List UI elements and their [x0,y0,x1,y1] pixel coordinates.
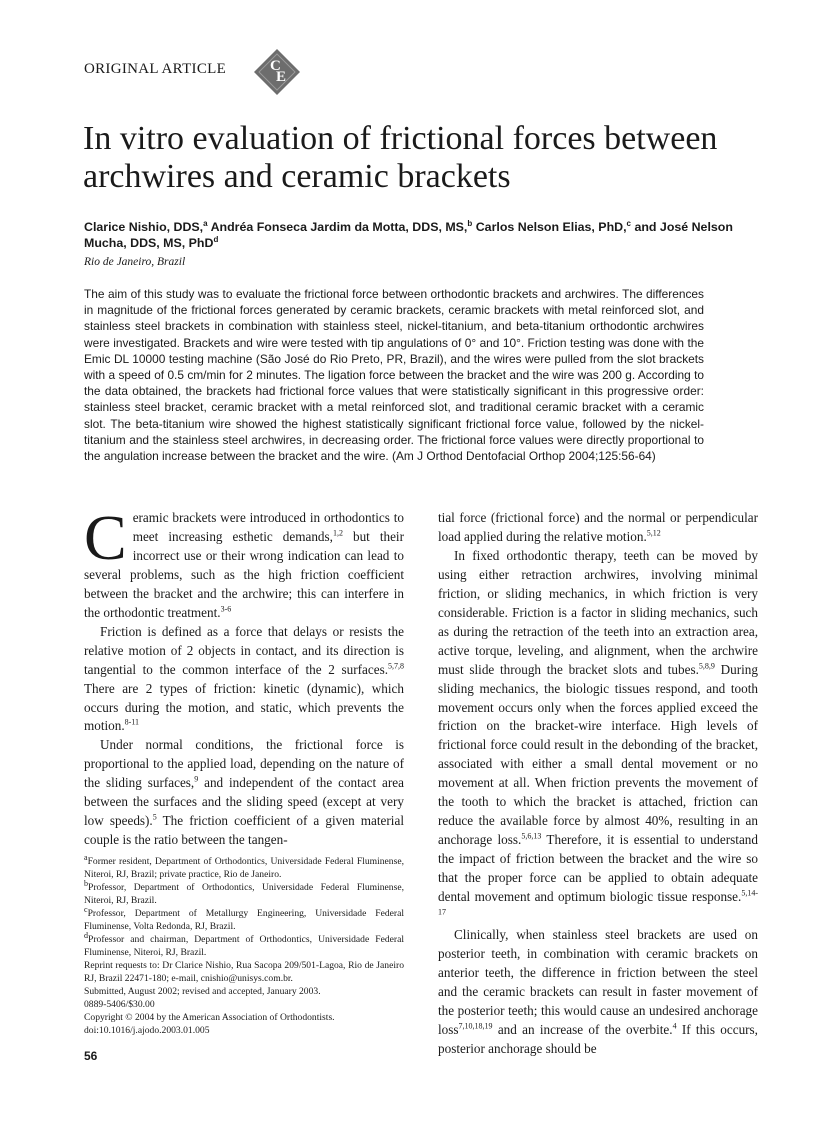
body-paragraph [438,926,758,1059]
author-affiliation-marker: d [213,234,219,244]
body-text: Under normal conditions, the frictional force is proportional to the applied load, depending on the nature of the sliding surfaces, [84,737,404,791]
body-paragraph [438,547,758,926]
body-text: Clinically, when stainless steel brackets are used on posterior teeth, in combination with ceramic brackets on anterior teeth, the difference in friction between the steel and the ceramic brackets can result in faster movement of the posterior teeth; this would cause an undesired anchorage loss [438,926,758,1037]
footnote [84,1011,404,1024]
reference-citation: 3-6 [220,604,232,614]
reference-citation: 9 [194,774,199,784]
reference-citation: 5 [152,812,157,822]
reference-citation: 5,7,8 [388,661,404,671]
footnote-text: doi:10.1016/j.ajodo.2003.01.005 [84,1025,210,1036]
reference-citation: 5,12 [646,528,661,538]
body-text: but their incorrect use or their wrong indication can lead to several problems, such as the high friction coefficient between the bracket and the archwire; this can interfere in the orthodontic treatment. [84,528,404,620]
footnote-text: Former resident, Department of Orthodontics, Universidade Federal Fluminense, Niteroi, RJ, Brazil; private practice, Rio de Janeiro. [84,856,404,880]
body-text: During sliding mechanics, the biologic tissues respond, and tooth movement occurs only when the forces applied exceed the friction on the bracket-wire interface. High levels of frictional force could result in the debonding of the bracket, associated with either a small dental movement or no movement at all. When friction prevents the movement of the tooth to which the bracket is attached, friction can reduce the available force by almost 40%, resulting in an anchorage loss. [438,661,758,848]
footnote [84,998,404,1011]
body-text: eramic brackets were introduced in orthodontics to meet increasing esthetic demands, [132,510,404,544]
body-text: and an increase of the overbite. [492,1021,673,1037]
footnote-text: 0889-5406/$30.00 [84,999,155,1010]
body-paragraph [84,736,404,850]
body-text: tial force (frictional force) and the normal or perpendicular load applied during the relative motion. [438,510,758,544]
footnote [84,959,404,985]
author-name: Carlos Nelson Elias, PhD, [475,220,627,234]
body-text: The friction coefficient of a given material couple is the ratio between the tangen- [84,813,404,848]
footnote-marker: a [84,852,88,862]
footnote-text: Professor and chairman, Department of Orthodontics, Universidade Federal Fluminense, Niteroi, RJ, Brazil. [84,934,404,958]
reference-citation: 5,8,9 [698,661,715,671]
section-label: ORIGINAL ARTICLE [84,61,227,77]
author-list [84,219,754,251]
body-text: Friction is defined as a force that delays or resists the relative motion of 2 objects in contact, and its direction is tangential to the common interface of the 2 surfaces. [84,623,404,677]
ce-logo [253,48,301,96]
footnote [84,904,404,933]
page-number: 56 [84,1049,98,1063]
author-affiliation-marker: b [467,218,473,228]
author-name: José Nelson Mucha, DDS, MS, PhD [84,220,733,250]
svg-text:E: E [276,69,287,85]
footnote-text: Reprint requests to: Dr Clarice Nishio, Rua Sacopa 209/501-Lagoa, Rio de Janeiro RJ, Brazil 22471-180; e-mail, cnishio@unisys.com.br. [84,960,404,984]
reference-citation: 7,10,18,19 [458,1021,493,1031]
body-paragraph [84,623,404,737]
drop-cap: C [84,502,127,573]
article-title: In vitro evaluation of frictional forces between archwires and ceramic brackets [83,120,718,195]
author-name: Clarice Nishio, DDS, [84,220,204,234]
footnote-marker: c [84,904,88,914]
reference-citation: 1,2 [332,528,343,538]
body-paragraph [84,502,404,623]
author-name: Andréa Fonseca Jardim da Motta, DDS, MS, [210,220,468,234]
footnote-text: Professor, Department of Metallurgy Engineering, Universidade Federal Fluminense, Volta Redonda, RJ, Brazil. [84,908,404,932]
footnote-text: Submitted, August 2002; revised and accepted, January 2003. [84,986,321,997]
footnote [84,878,404,907]
reference-citation: 8-11 [124,718,140,728]
reference-citation: 4 [672,1021,677,1031]
reference-citation: 5,14-17 [438,888,758,917]
body-column-right [438,509,758,1059]
footnotes [84,852,404,1037]
reference-citation: 5,6,13 [521,831,542,841]
footnote [84,985,404,998]
author-separator: and [631,220,660,234]
body-text: There are 2 types of friction: kinetic (dynamic), which occurs during the motion, and static, which prevents the motion. [84,680,404,734]
footnote [84,1024,404,1037]
body-text: and independent of the contact area between the surfaces and the sliding speed (except at very low speeds). [84,775,404,829]
author-location: Rio de Janeiro, Brazil [84,256,186,268]
footnote [84,852,404,881]
body-text: Therefore, it is essential to understand the impact of friction between the bracket and the wire so that the proper force can be applied to obtain adequate dental movement and optimum biologic tissue response. [438,832,758,905]
footnote-text: Copyright © 2004 by the American Association of Orthodontists. [84,1012,335,1023]
svg-text:C: C [270,58,281,74]
footnote [84,930,404,959]
body-text: In fixed orthodontic therapy, teeth can be moved by using either retraction archwires, involving minimal friction, or sliding mechanics, in which friction is very considerable. Friction is a factor in sliding mechanics, such as during the retraction of the teeth into an extraction area, active torque, leveling, and alignment, when the archwire must slide through the bracket slots and tubes. [438,547,758,677]
footnote-text: Professor, Department of Orthodontics, Universidade Federal Fluminense, Niteroi, RJ, Brazil. [84,882,404,906]
abstract: The aim of this study was to evaluate the frictional force between orthodontic brackets and archwires. The differences in magnitude of the frictional forces generated by ceramic brackets, ceramic brackets with metal reinforced slot, and stainless steel brackets in combination with stainless steel, nickel-titanium, and beta-titanium orthodontic archwires were investigated. Brackets and wire were tested with tip angulations of 0° and 10°. Friction testing was done with the Emic DL 10000 testing machine (São José do Rio Preto, PR, Brazil), and the wires were pulled from the slot brackets with a speed of 0.5 cm/min for 2 minutes. The ligation force between the bracket and the wire was 200 g. According to the data obtained, the brackets had frictional force values that were statistically significant in this progressive order: stainless steel bracket, ceramic bracket with a metal reinforced slot, and traditional ceramic bracket with a ceramic slot. The beta-titanium wire showed the highest statistically significant frictional force value, followed by the nickel-titanium and the stainless steel archwires, in decreasing order. The frictional force values were directly proportional to the angulation increase between the bracket and the wire. (Am J Orthod Dentofacial Orthop 2004;125:56-64) [84,287,704,464]
author-affiliation-marker: a [203,218,208,228]
author-affiliation-marker: c [626,218,631,228]
footnote-marker: d [84,930,88,940]
body-paragraph [438,509,758,547]
body-text: If this occurs, posterior anchorage should be [438,1021,758,1056]
body-column-left [84,502,404,850]
footnote-marker: b [84,878,88,888]
